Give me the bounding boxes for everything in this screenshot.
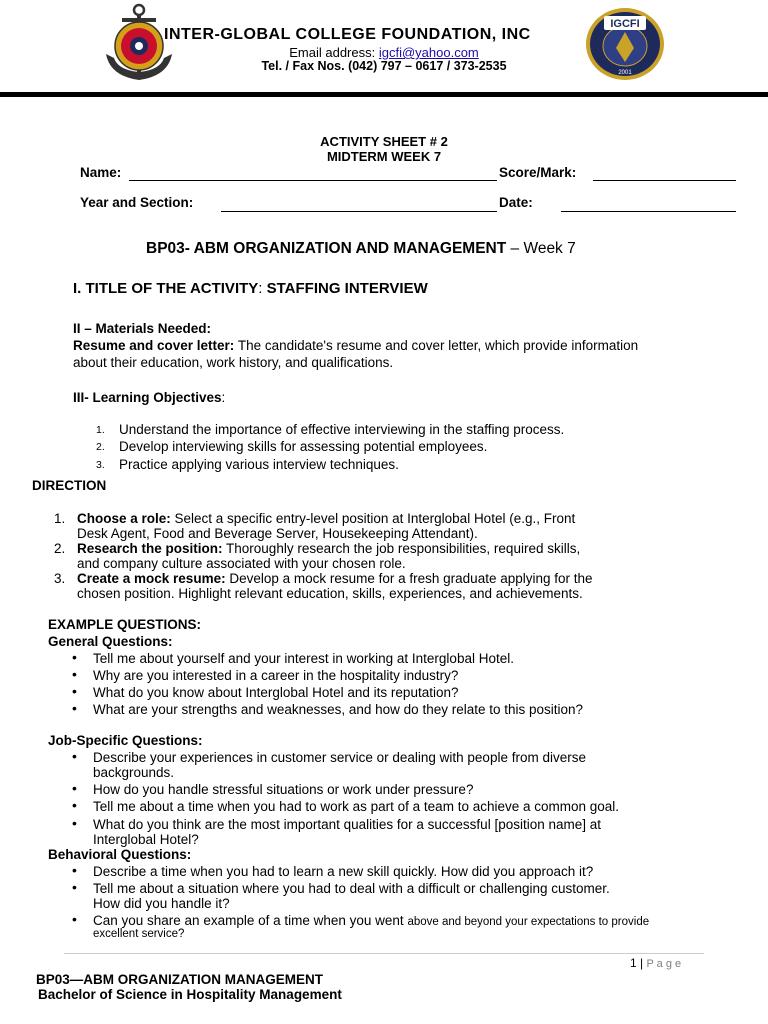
objectives-heading-colon: : [221,390,226,405]
bullet-icon: • [72,748,77,764]
behavioral-question-cont: excellent service? [93,928,185,940]
job-question-cont: backgrounds. [93,765,175,780]
objective-item: Practice applying various interview techniques. [119,457,399,472]
direction-item-label: Choose a role: [77,511,171,526]
svg-text:IGCFI: IGCFI [610,18,640,30]
page-number [630,956,681,970]
email-link[interactable]: igcfi@yahoo.com [378,45,479,60]
footer-course: BP03—ABM ORGANIZATION MANAGEMENT [36,972,324,987]
objective-item: Develop interviewing skills for assessing potential employees. [119,439,488,454]
bullet-icon: • [72,649,77,665]
behavioral-question-small: above and beyond your expectations to provide [407,916,650,928]
materials-heading: II – Materials Needed: [73,321,212,336]
job-question-cont: Interglobal Hotel? [93,832,199,847]
college-name: INTER-GLOBAL COLLEGE FOUNDATION, INC [164,26,531,43]
direction-number: 3. [54,571,66,586]
page-number-sep: | [636,956,647,970]
course-week: – Week 7 [506,240,576,257]
bullet-icon: • [72,780,77,796]
objective-number: 3. [96,459,105,471]
score-label: Score/Mark: [499,165,577,180]
direction-item-cont: and company culture associated with your chosen role. [77,556,406,571]
name-label: Name: [80,165,122,180]
year-section-field[interactable] [221,211,497,212]
job-question: What do you think are the most important qualities for a successful [position name] at [93,817,602,832]
score-field[interactable] [593,180,736,181]
materials-item-text: The candidate's resume and cover letter, which provide information [234,338,639,353]
svg-text:2001: 2001 [618,70,632,76]
page-number-value: 1 [630,956,637,970]
general-question: What do you know about Interglobal Hotel and its reputation? [93,685,459,700]
activity-title-text: STAFFING INTERVIEW [266,280,428,297]
materials-item-label: Resume and cover letter: [73,338,235,353]
footer-divider [64,953,704,954]
email-label: Email address: [289,45,379,60]
page-word: P a g e [646,958,682,970]
bullet-icon: • [72,862,77,878]
date-field[interactable] [561,211,736,212]
direction-item-cont: chosen position. Highlight relevant education, skills, experiences, and achievements. [77,586,583,601]
direction-number: 2. [54,541,66,556]
direction-item [77,571,593,586]
example-questions-heading: EXAMPLE QUESTIONS: [48,617,202,632]
direction-item-text: Thoroughly research the job responsibilities, required skills, [222,541,581,556]
direction-number: 1. [54,511,66,526]
activity-title [73,280,428,297]
bullet-icon: • [72,879,77,895]
objective-number: 2. [96,441,105,453]
tel-fax-line: Tel. / Fax Nos. (042) 797 – 0617 / 373-2535 [261,59,507,73]
behavioral-heading: Behavioral Questions: [48,847,192,862]
direction-item-text: Select a specific entry-level position at Interglobal Hotel (e.g., Front [170,511,576,526]
behavioral-question-text: Can you share an example of a time when you went [93,913,408,928]
direction-item-cont: Desk Agent, Food and Beverage Server, Housekeeping Attendant). [77,526,478,541]
job-question: Tell me about a time when you had to work as part of a team to achieve a common goal. [93,799,620,814]
behavioral-question: Tell me about a situation where you had to deal with a difficult or challenging customer. [93,881,610,896]
direction-item-label: Create a mock resume: [77,571,226,586]
behavioral-question: Describe a time when you had to learn a new skill quickly. How did you approach it? [93,864,594,879]
bullet-icon: • [72,911,77,927]
direction-item-label: Research the position: [77,541,223,556]
direction-item-text: Develop a mock resume for a fresh graduate applying for the [225,571,593,586]
general-question: Why are you interested in a career in the hospitality industry? [93,668,459,683]
igcfi-seal [584,6,666,82]
bullet-icon: • [72,815,77,831]
materials-item-line2: about their education, work history, and qualifications. [73,355,394,370]
bullet-icon: • [72,683,77,699]
direction-item [77,541,580,556]
course-code-title: BP03- ABM ORGANIZATION AND MANAGEMENT [146,240,507,257]
objectives-heading [73,389,225,406]
footer-program: Bachelor of Science in Hospitality Management [38,987,342,1002]
activity-title-prefix: I. TITLE OF THE ACTIVITY [73,280,259,297]
year-section-label: Year and Section: [80,195,194,210]
direction-item [77,511,575,526]
job-question: How do you handle stressful situations or work under pressure? [93,782,474,797]
midterm-week: MIDTERM WEEK 7 [326,149,442,164]
materials-item-line1 [73,337,638,354]
activity-sheet-title: ACTIVITY SHEET # 2 [320,134,448,149]
job-specific-heading: Job-Specific Questions: [48,733,203,748]
objectives-heading-text: III- Learning Objectives [73,390,222,405]
name-field[interactable] [129,180,497,181]
bullet-icon: • [72,797,77,813]
objective-number: 1. [96,424,105,436]
job-question: Describe your experiences in customer service or dealing with people from diverse [93,750,586,765]
bullet-icon: • [72,700,77,716]
bullet-icon: • [72,666,77,682]
behavioral-question-cont: How did you handle it? [93,896,230,911]
date-label: Date: [499,195,533,210]
header-divider [0,92,768,97]
objective-item: Understand the importance of effective interviewing in the staffing process. [119,422,565,437]
course-title [146,240,576,258]
direction-heading: DIRECTION [32,478,107,493]
general-question: Tell me about yourself and your interest in working at Interglobal Hotel. [93,651,514,666]
general-question: What are your strengths and weaknesses, and how do they relate to this position? [93,702,584,717]
general-questions-heading: General Questions: [48,634,173,649]
activity-title-colon: : [258,280,267,297]
